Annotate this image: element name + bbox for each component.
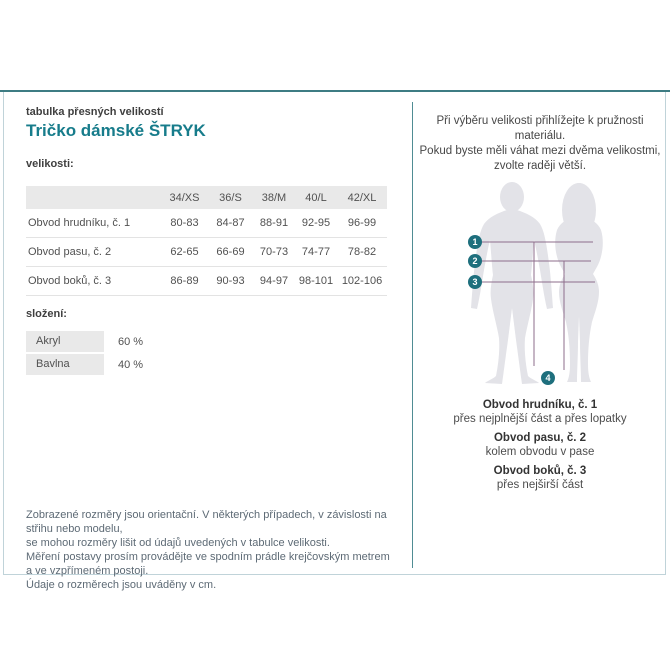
table-row — [26, 267, 387, 296]
size-column-header: 36/S — [208, 186, 253, 209]
disclaimer-notes — [26, 508, 398, 592]
size-column-header: 34/XS — [161, 186, 208, 209]
size-value: 80-83 — [161, 209, 208, 238]
measure-title: Obvod boků, č. 3 — [493, 465, 587, 477]
measure-description: přes nejširší část — [496, 479, 584, 491]
size-value: 88-91 — [253, 209, 295, 238]
product-title: Tričko dámské ŠTRYK — [26, 121, 206, 140]
measure-title: Obvod pasu, č. 2 — [493, 432, 587, 444]
silhouettes-diagram — [413, 178, 667, 390]
content-box — [3, 92, 666, 591]
marker-1-number: 1 — [472, 237, 478, 247]
advice-line: zvolte raději větší. — [493, 160, 587, 172]
size-value: 78-82 — [337, 238, 387, 267]
size-value: 96-99 — [337, 209, 387, 238]
size-value: 92-95 — [295, 209, 337, 238]
size-value: 74-77 — [295, 238, 337, 267]
measuring-guide-column — [413, 92, 667, 491]
advice-line: Pokud byste měli váhat mezi dvěma velikostmi, — [419, 145, 661, 157]
size-value: 86-89 — [161, 267, 208, 296]
measurement-row-label: Obvod pasu, č. 2 — [26, 238, 161, 267]
size-advice-text — [413, 92, 667, 174]
measurement-row-label: Obvod boků, č. 3 — [26, 267, 161, 296]
note-line: se mohou rozměry lišit od údajů uvedených v tabulce velikosti. — [26, 537, 330, 549]
size-value: 90-93 — [208, 267, 253, 296]
table-row — [26, 209, 387, 238]
material-name: Akryl — [26, 331, 104, 352]
male-silhouette — [471, 182, 553, 384]
size-value: 66-69 — [208, 238, 253, 267]
size-table-corner-cell — [26, 186, 161, 209]
marker-3-number: 3 — [472, 277, 478, 287]
size-value: 84-87 — [208, 209, 253, 238]
size-table — [26, 186, 387, 296]
note-line: Zobrazené rozměry jsou orientační. V některých případech, v závislosti na střihu nebo modelu, — [26, 509, 387, 535]
marker-4-number: 4 — [545, 373, 551, 383]
size-column-header: 42/XL — [337, 186, 387, 209]
size-value: 102-106 — [337, 267, 387, 296]
measure-description: kolem obvodu v pase — [485, 446, 595, 458]
measurement-legend — [413, 392, 667, 491]
size-value: 98-101 — [295, 267, 337, 296]
material-share: 60 % — [118, 335, 144, 348]
measurement-row-label: Obvod hrudníku, č. 1 — [26, 209, 161, 238]
size-column-header: 38/M — [253, 186, 295, 209]
composition-table — [26, 331, 256, 377]
size-value: 94-97 — [253, 267, 295, 296]
size-table-header-row — [26, 186, 387, 209]
page-eyebrow: tabulka přesných velikostí — [26, 106, 164, 118]
material-share: 40 % — [118, 358, 144, 371]
size-column-header: 40/L — [295, 186, 337, 209]
body-measurement-figure — [413, 178, 667, 395]
size-value: 70-73 — [253, 238, 295, 267]
composition-row — [26, 331, 256, 352]
composition-row — [26, 354, 256, 375]
note-line: Měření postavy prosím provádějte ve spodním prádle krejčovským metrem a ve vzpřímeném postoji. — [26, 551, 390, 577]
advice-line: Při výběru velikosti přihlížejte k pružnosti materiálu. — [436, 115, 644, 142]
note-line: Údaje o rozměrech jsou uváděny v cm. — [26, 579, 217, 591]
size-value: 62-65 — [161, 238, 208, 267]
measure-title: Obvod hrudníku, č. 1 — [482, 399, 598, 411]
marker-2-number: 2 — [472, 256, 478, 266]
table-row — [26, 238, 387, 267]
measure-description: přes nejplnější část a přes lopatky — [453, 413, 627, 425]
sizes-section-label: velikosti: — [26, 158, 74, 170]
material-name: Bavlna — [26, 354, 104, 375]
composition-section-label: složení: — [26, 308, 67, 320]
